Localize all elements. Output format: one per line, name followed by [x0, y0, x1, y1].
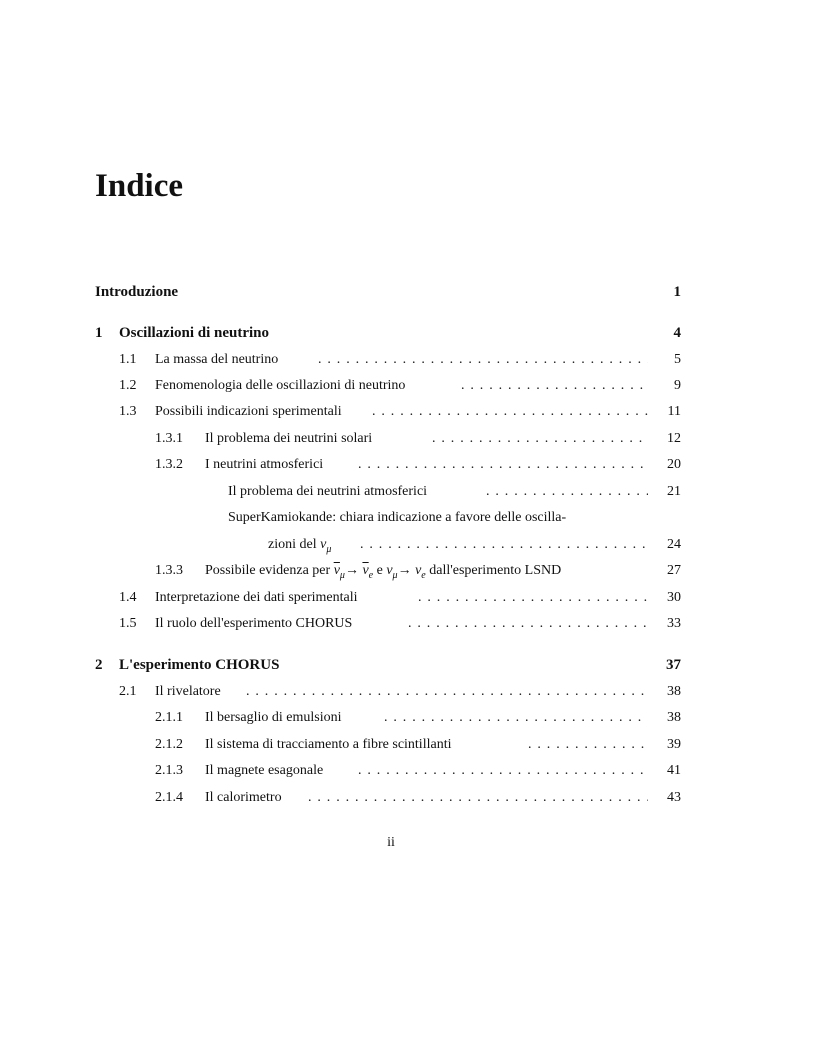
toc-label: Introduzione [95, 284, 179, 300]
nu-bar-mu-to-nu-bar-e-symbol: $\overline{\nu}_\mu\to \overline{\nu}_e$ [333, 563, 374, 581]
toc-leader [318, 352, 648, 368]
toc-page: 27 [667, 563, 681, 578]
toc-leader [308, 790, 648, 806]
toc-entry-chapter-1[interactable] [0, 325, 816, 345]
toc-number: 1.3.2 [155, 457, 183, 472]
toc-label: Il calorimetro [205, 790, 282, 805]
toc-entry-1-5[interactable] [0, 616, 816, 636]
toc-leader [372, 404, 648, 420]
toc-label: Oscillazioni di neutrino [119, 325, 270, 341]
toc-number: 1.3.3 [155, 563, 183, 578]
toc-leader [358, 763, 648, 779]
toc-entry-2-1-1[interactable] [0, 710, 816, 730]
toc-number: 1.4 [119, 590, 137, 605]
toc-number: 1.2 [119, 378, 137, 393]
page-number-footer: ii [387, 835, 395, 850]
toc-number: 1.3.1 [155, 431, 183, 446]
toc-label: Il problema dei neutrini atmosferici [228, 484, 428, 499]
toc-leader [408, 616, 648, 632]
toc-entry-2-1-4[interactable] [0, 790, 816, 810]
toc-entry-1-2[interactable] [0, 378, 816, 398]
toc-leader [360, 537, 648, 553]
toc-number: 1.5 [119, 616, 137, 631]
toc-label-text: e [376, 563, 383, 578]
nu-mu-to-nu-e-symbol: $\nu_\mu\to \nu_e$ [386, 563, 426, 581]
toc-page: 20 [667, 457, 681, 472]
toc-page: 38 [667, 684, 681, 699]
toc-entry-superkamiokande-line2[interactable] [0, 537, 816, 557]
toc-entry-1-3-1[interactable] [0, 431, 816, 451]
toc-page: 24 [667, 537, 681, 552]
toc-leader [418, 590, 648, 606]
toc-label: L'esperimento CHORUS [119, 657, 280, 673]
toc-label: Il ruolo dell'esperimento CHORUS [155, 616, 353, 631]
toc-page: 33 [667, 616, 681, 631]
toc-label: La massa del neutrino [155, 352, 279, 367]
toc-label: Il problema dei neutrini solari [205, 431, 373, 446]
toc-leader [384, 710, 648, 726]
toc-number: 2.1.4 [155, 790, 183, 805]
toc-page: 1 [673, 284, 681, 300]
toc-entry-atmospheric-problem[interactable] [0, 484, 816, 504]
toc-number: 1 [95, 325, 103, 341]
toc-label: Il bersaglio di emulsioni [205, 710, 342, 725]
toc-label-text: Possibile evidenza per [205, 563, 331, 578]
toc-page: 41 [667, 763, 681, 778]
nu-mu-symbol: $\nu_\mu$ [320, 537, 332, 555]
toc-label: Possibili indicazioni sperimentali [155, 404, 342, 419]
toc-page: 39 [667, 737, 681, 752]
toc-number: 2 [95, 657, 103, 673]
toc-leader [246, 684, 648, 700]
toc-entry-2-1-2[interactable] [0, 737, 816, 757]
toc-leader [432, 431, 648, 447]
toc-entry-superkamiokande-line1[interactable] [0, 510, 816, 530]
toc-number: 2.1 [119, 684, 137, 699]
toc-label-text: zioni del [268, 537, 317, 552]
toc-number: 2.1.1 [155, 710, 183, 725]
toc-entry-2-1-3[interactable] [0, 763, 816, 783]
toc-entry-2-1[interactable] [0, 684, 816, 704]
toc-page: 12 [667, 431, 681, 446]
toc-page: 9 [674, 378, 681, 393]
toc-label: Il rivelatore [155, 684, 221, 699]
toc-label: Fenomenologia delle oscillazioni di neutrino [155, 378, 406, 393]
toc-leader [486, 484, 648, 500]
toc-leader [461, 378, 648, 394]
toc-label: SuperKamiokande: chiara indicazione a favore delle oscilla- [228, 510, 567, 525]
toc-page: 38 [667, 710, 681, 725]
toc-entry-intro[interactable] [0, 284, 816, 304]
toc-label: Interpretazione dei dati sperimentali [155, 590, 358, 605]
toc-page: 11 [667, 404, 681, 419]
toc-label: Il sistema di tracciamento a fibre scintillanti [205, 737, 452, 752]
toc-label-continued [268, 537, 331, 555]
toc-label-text: dall'esperimento LSND [429, 563, 562, 578]
toc-page: 43 [667, 790, 681, 805]
toc-entry-1-4[interactable] [0, 590, 816, 610]
toc-number: 2.1.2 [155, 737, 183, 752]
toc-number: 1.1 [119, 352, 137, 367]
toc-page: 4 [673, 325, 681, 341]
toc-label [205, 563, 561, 581]
toc-entry-1-1[interactable] [0, 352, 816, 372]
toc-entry-1-3-3[interactable] [0, 563, 816, 583]
page-title: Indice [95, 168, 184, 204]
toc-leader [358, 457, 648, 473]
toc-label: I neutrini atmosferici [205, 457, 324, 472]
toc-page: 21 [667, 484, 681, 499]
toc-page: 5 [674, 352, 681, 367]
toc-number: 2.1.3 [155, 763, 183, 778]
toc-entry-1-3-2[interactable] [0, 457, 816, 477]
toc-entry-chapter-2[interactable] [0, 657, 816, 677]
toc-label: Il magnete esagonale [205, 763, 324, 778]
toc-page: 30 [667, 590, 681, 605]
toc-page: 37 [666, 657, 681, 673]
toc-number: 1.3 [119, 404, 137, 419]
toc-leader [528, 737, 648, 753]
toc-entry-1-3[interactable] [0, 404, 816, 424]
